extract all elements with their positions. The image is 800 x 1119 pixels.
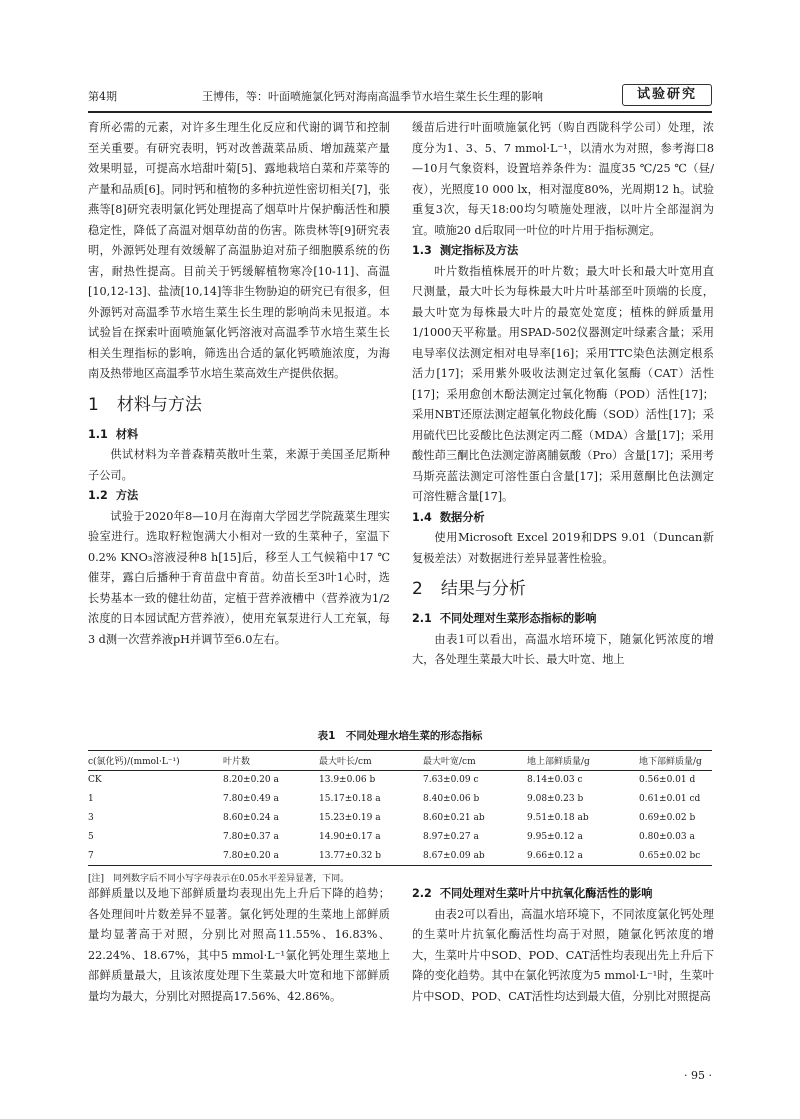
table-cell: 7 <box>88 850 94 861</box>
section-number: 2 <box>412 579 423 599</box>
subsection-number: 2.2 <box>412 887 432 900</box>
running-header <box>88 84 712 110</box>
running-title: 王博伟，等：叶面喷施氯化钙对海南高温季节水培生菜生长生理的影响 <box>202 90 543 103</box>
indicators-paragraph: 叶片数指植株展开的叶片数；最大叶长和最大叶宽用直尺测量，最大叶长为每株最大叶片叶基部至叶顶端的长度，最大叶宽为每株最大叶片的最宽处宽度；植株的鲜质量用1/1000天平称量。用SPAD-502仪器测定叶绿素含量；采用电导率仪法测定相对电导率[16]；采用TTC染色法测定根系活力[17]；采用紫外吸收法测定过氧化氢酶（CAT）活性[17]；采用愈创木酚法测定过氧化物酶（POD）活性[17]；采用NBT还原法测定超氧化物歧化酶（SOD）活性[17]；采用硫代巴比妥酸比色法测定丙二醛（MDA）含量[17]；采用酸性茚三酮比色法测定游离脯氨酸（Pro）含量[17]；采用考马斯亮蓝法测定可溶性蛋白含量[17]；采用蒽酮比色法测定可溶性糖含量[17]。 <box>412 264 714 503</box>
section-title: 材料与方法 <box>116 394 202 415</box>
subsection-title: 数据分析 <box>439 510 485 524</box>
table-cell: 8.40±0.06 b <box>423 794 480 804</box>
page-number: · 95 · <box>684 1069 712 1082</box>
morphology-paragraph: 由表1可以看出，高温水培环境下，随氯化钙浓度的增大，各处理生菜最大叶长、最大叶宽、地上 <box>412 632 714 666</box>
subsection-title: 测定指标及方法 <box>439 244 519 257</box>
subsection-number: 1.3 <box>412 244 432 257</box>
table-cell: 7.63±0.09 c <box>423 775 479 786</box>
table-cell: 13.9±0.06 b <box>319 775 376 786</box>
table-1 <box>88 728 712 887</box>
table-cell: 7.80±0.20 a <box>223 850 279 861</box>
table-cell: 0.61±0.01 cd <box>639 794 701 804</box>
table-cell: 0.65±0.02 bc <box>639 850 701 861</box>
table-cell: 9.08±0.23 b <box>527 794 584 804</box>
treatment-paragraph: 缓苗后进行叶面喷施氯化钙（购自西陇科学公司）处理，浓度分为1、3、5、7 mmol·L⁻¹，以清水为对照，参考海口8—10月气象资料，设置培养条件为：温度35 ℃/25 ℃（昼/夜），光照度10 000 lx，相对湿度80%，光周期12 h。试验重复3次，每天18:00均匀喷施处理液，以叶片全部湿润为宜。喷施20 d后取同一叶位的叶片用于指标测定。 <box>412 121 714 237</box>
subsection-number: 1.1 <box>88 427 108 441</box>
column-right-bottom <box>412 884 714 1007</box>
column-tag: 试验研究 <box>622 84 712 106</box>
table-cell: 0.80±0.03 a <box>639 832 695 842</box>
methods-paragraph: 试验于2020年8—10月在海南大学园艺学院蔬菜生理实验室进行。选取籽粒饱满大小相对一致的生菜种子，室温下0.2% KNO₃溶液浸种8 h[15]后，移至人工气候箱中17 ℃催芽，露白后播种于育苗盘中育苗。幼苗长至3叶1心时，选长势基本一致的健壮幼苗，定植于营养液槽中（营养液为1/2浓度的日本园试配方营养液），使用充氧泵进行人工充氧，每3 d测一次营养液pH并调节至6.0左右。 <box>88 509 390 646</box>
column-header: 地下部鲜质量/g <box>639 757 702 767</box>
column-right-top <box>412 118 714 671</box>
section-heading-materials-methods <box>88 395 390 415</box>
table-cell: 7.80±0.37 a <box>223 832 279 842</box>
subsection-number: 1.4 <box>412 510 432 524</box>
morphology-table <box>88 750 712 866</box>
table-cell: 7.80±0.49 a <box>223 794 279 804</box>
table-cell: 8.67±0.09 ab <box>423 850 485 861</box>
table-cell: 8.20±0.20 a <box>223 775 279 786</box>
table-cell: 0.69±0.02 b <box>639 813 696 823</box>
table-row <box>88 847 712 866</box>
table-cell: 8.60±0.24 a <box>223 813 279 823</box>
table-row <box>88 809 712 828</box>
intro-paragraph: 育所必需的元素，对许多生理生化反应和代谢的调节和控制至关重要。有研究表明，钙对改善蔬菜品质、增加蔬菜产量效果明显，可提高水培甜叶菊[5]、露地栽培白菜和芹菜等的产量和品质[6]。同时钙和植物的多种抗逆性密切相关[7]，张燕等[8]研究表明氯化钙处理提高了烟草叶片保护酶活性和膜稳定性，降低了高温对烟草幼苗的伤害。陈贵林等[9]研究表明，外源钙处理有效缓解了高温胁迫对茄子细胞膜系统的伤害，耐热性提高。目前关于钙缓解植物寒冷[10-11]、高温[10,12-13]、盐渍[10,14]等非生物胁迫的研究已有很多，但外源钙对高温季节水培生菜生长生理的影响尚未见报道。本试验旨在探索叶面喷施氯化钙溶液对高温季节水培生菜生长相关生理指标的影响，筛选出合适的氯化钙喷施浓度，为海南及热带地区高温季节水培生菜高效生产提供依据。 <box>88 121 390 380</box>
section-heading-results <box>412 579 714 599</box>
subsection-heading-data-analysis <box>412 508 714 529</box>
antioxidant-paragraph: 由表2可以看出，高温水培环境下，不同浓度氯化钙处理的生菜叶片抗氧化酶活性均高于对照，随氯化钙浓度的增大，生菜叶片中SOD、POD、CAT活性均表现出先上升后下降的变化趋势。其中在氯化钙浓度为5 mmol·L⁻¹时，生菜叶片中SOD、POD、CAT活性均达到最大值，分别比对照提高 <box>412 907 714 1003</box>
issue-number: 第4期 <box>88 90 117 103</box>
table-note: [注] 同列数字后不同小写字母表示在0.05水平差异显著，下同。 <box>88 874 350 884</box>
section-title: 结果与分析 <box>440 579 526 599</box>
materials-paragraph: 供试材料为辛普森精英散叶生菜，来源于美国圣尼斯种子公司。 <box>88 448 390 482</box>
column-header: 叶片数 <box>223 757 251 767</box>
subsection-heading-antioxidant <box>412 884 714 905</box>
header-rule <box>88 111 712 113</box>
column-left-bottom <box>88 884 390 1007</box>
subsection-heading-morphology <box>412 609 714 630</box>
table-header-row <box>88 751 712 771</box>
table-cell: 1 <box>88 794 94 804</box>
subsection-title: 材料 <box>115 427 139 441</box>
subsection-title: 不同处理对生菜形态指标的影响 <box>439 612 597 625</box>
table-row <box>88 828 712 847</box>
table-row <box>88 790 712 809</box>
table-cell: 9.95±0.12 a <box>527 832 583 842</box>
table-cell: 8.14±0.03 c <box>527 775 583 786</box>
subsection-heading-methods <box>88 486 390 507</box>
table-cell: 15.17±0.18 a <box>319 794 381 804</box>
table-cell: 5 <box>88 832 94 842</box>
column-header: 最大叶宽/cm <box>423 757 476 767</box>
table-cell: 0.56±0.01 d <box>639 775 696 786</box>
table-cell: 3 <box>88 813 94 823</box>
section-number: 1 <box>88 394 99 415</box>
morphology-results-paragraph: 部鲜质量以及地下部鲜质量均表现出先上升后下降的趋势；各处理间叶片数差异不显著。氯化钙处理的生菜地上部鲜质量均显著高于对照，分别比对照高11.55%、16.83%、22.24%、18.67%，其中5 mmol·L⁻¹氯化钙处理生菜地上部鲜质量最大，且该浓度处理下生菜最大叶宽和地下部鲜质量均为最大，分别比对照提高17.56%、42.86%。 <box>88 887 390 1003</box>
table-row <box>88 771 712 790</box>
column-header: 地上部鲜质量/g <box>527 757 590 767</box>
table-cell: CK <box>88 775 102 786</box>
subsection-title: 不同处理对生菜叶片中抗氧化酶活性的影响 <box>439 887 653 900</box>
subsection-title: 方法 <box>115 489 139 502</box>
table-cell: 13.77±0.32 b <box>319 850 381 861</box>
column-header: c(氯化钙)/(mmol·L⁻¹) <box>88 757 180 767</box>
column-left-top <box>88 118 390 650</box>
subsection-heading-materials <box>88 425 390 446</box>
subsection-number: 2.1 <box>412 612 432 625</box>
table-cell: 9.51±0.18 ab <box>527 813 589 823</box>
table-cell: 9.66±0.12 a <box>527 850 583 861</box>
column-header: 最大叶长/cm <box>319 757 372 767</box>
data-analysis-paragraph: 使用Microsoft Excel 2019和DPS 9.01（Duncan新复极差法）对数据进行差异显著性检验。 <box>412 531 714 565</box>
table-cell: 8.60±0.21 ab <box>423 813 485 823</box>
subsection-number: 1.2 <box>88 489 108 502</box>
subsection-heading-indicators <box>412 241 714 262</box>
table-cell: 15.23±0.19 a <box>319 813 381 823</box>
table-title: 表1 不同处理水培生菜的形态指标 <box>317 730 483 742</box>
table-cell: 14.90±0.17 a <box>319 832 381 842</box>
table-cell: 8.97±0.27 a <box>423 832 479 842</box>
